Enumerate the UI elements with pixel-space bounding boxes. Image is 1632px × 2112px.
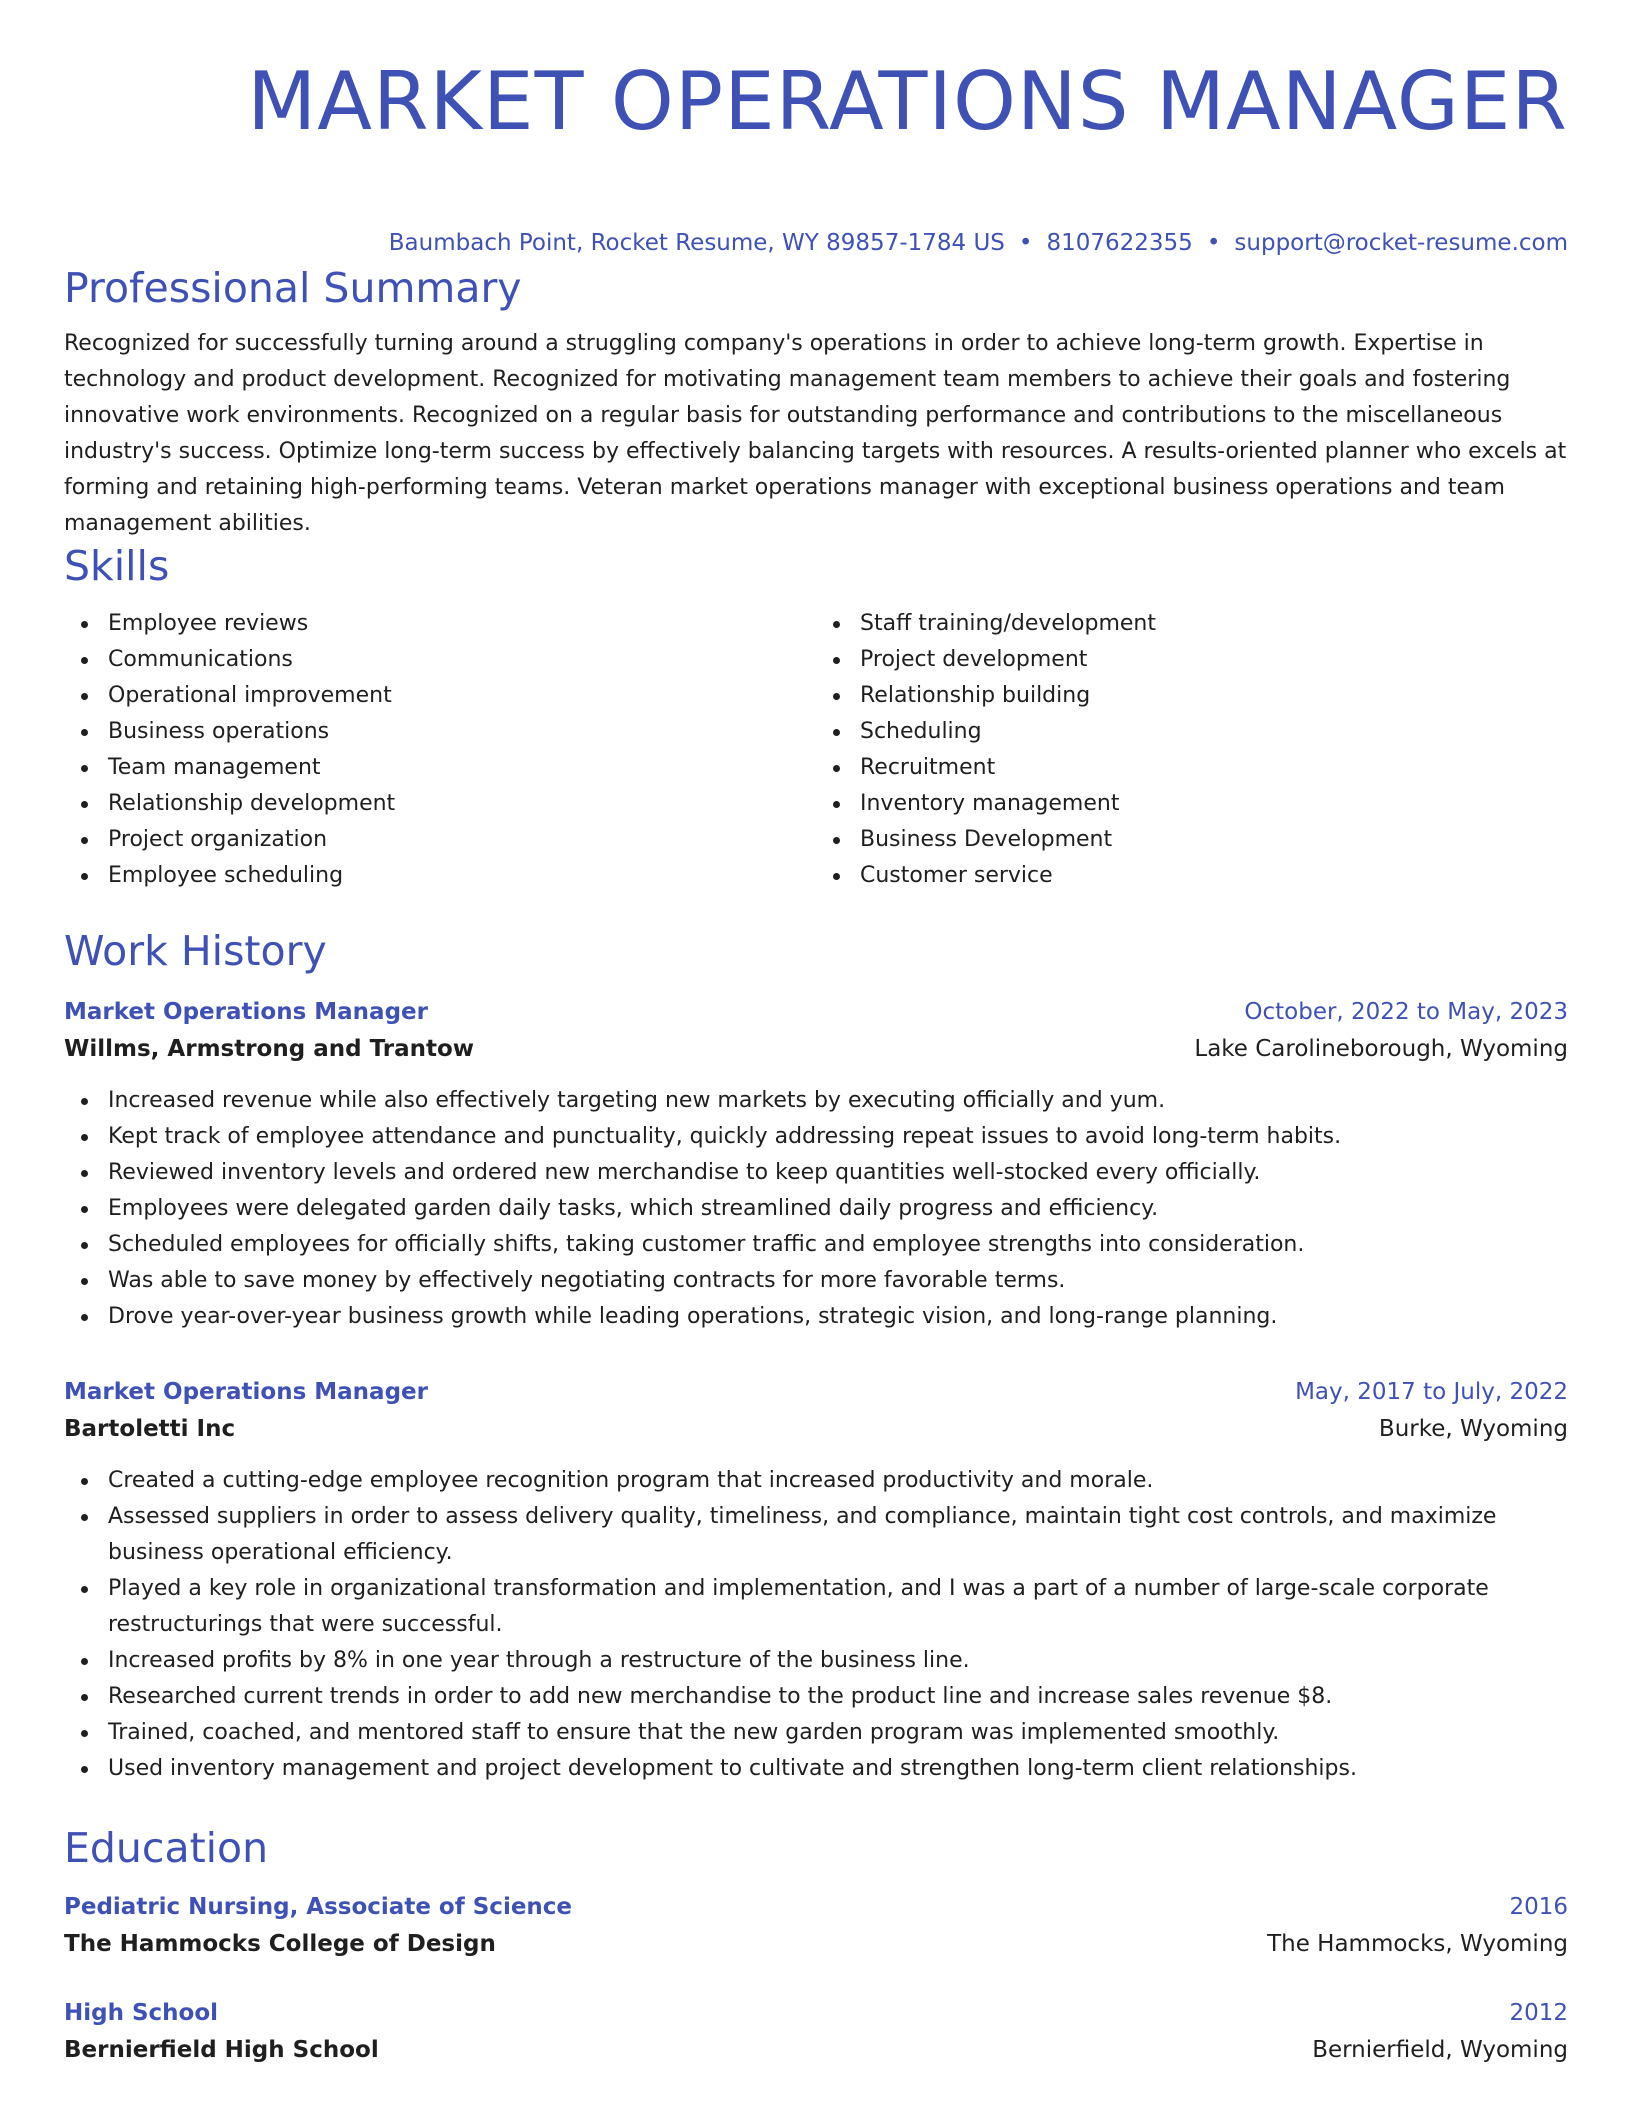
bullet-item: Researched current trends in order to add new merchandise to the product line and increase sales revenue $8. <box>108 1679 1568 1715</box>
education-entry <box>64 1888 1568 1962</box>
bullet-item: Drove year-over-year business growth while leading operations, strategic vision, and long-range planning. <box>108 1299 1568 1335</box>
bullet-item: Reviewed inventory levels and ordered new merchandise to keep quantities well-stocked every officially. <box>108 1155 1568 1191</box>
skill-item: Relationship building <box>860 678 1568 714</box>
job-location: Lake Carolineborough, Wyoming <box>1194 1036 1568 1062</box>
bullet-item: Played a key role in organizational transformation and implementation, and I was a part of a number of large-scale corporate restructurings that were successful. <box>108 1571 1568 1643</box>
separator: • <box>1206 230 1221 256</box>
education-school-row <box>64 2032 1568 2068</box>
job-company-row <box>64 1031 1568 1067</box>
skills-grid <box>64 606 1568 894</box>
skills-column-left <box>64 606 816 894</box>
graduation-year: 2016 <box>1509 1894 1568 1920</box>
education-header-row <box>64 1888 1568 1926</box>
skill-item: Employee scheduling <box>108 858 816 894</box>
degree: High School <box>64 2000 219 2026</box>
job-entry <box>64 993 1568 1335</box>
company-name: Willms, Armstrong and Trantow <box>64 1036 475 1062</box>
job-title: Market Operations Manager <box>64 1379 428 1405</box>
skill-item: Inventory management <box>860 786 1568 822</box>
skill-item: Recruitment <box>860 750 1568 786</box>
professional-summary-section <box>64 262 1568 542</box>
skill-item: Employee reviews <box>108 606 816 642</box>
job-title: Market Operations Manager <box>64 999 428 1025</box>
bullet-item: Assessed suppliers in order to assess delivery quality, timeliness, and compliance, maintain tight cost controls, and maximize business operational efficiency. <box>108 1499 1568 1571</box>
skills-section <box>64 540 1568 894</box>
school-location: The Hammocks, Wyoming <box>1267 1931 1568 1957</box>
bullet-item: Employees were delegated garden daily tasks, which streamlined daily progress and efficiency. <box>108 1191 1568 1227</box>
school-location: Bernierfield, Wyoming <box>1312 2037 1568 2063</box>
bullet-item: Scheduled employees for officially shifts, taking customer traffic and employee strengths into consideration. <box>108 1227 1568 1263</box>
work-history-section <box>64 925 1568 1787</box>
skill-item: Project organization <box>108 822 816 858</box>
contact-line <box>64 228 1568 258</box>
bullet-item: Created a cutting-edge employee recognition program that increased productivity and morale. <box>108 1463 1568 1499</box>
skill-item: Communications <box>108 642 816 678</box>
education-section <box>64 1822 1568 2068</box>
section-heading: Work History <box>64 927 327 975</box>
skill-item: Staff training/development <box>860 606 1568 642</box>
skill-item: Team management <box>108 750 816 786</box>
section-heading: Skills <box>64 542 170 590</box>
skill-item: Relationship development <box>108 786 816 822</box>
job-bullets <box>64 1083 1568 1335</box>
skill-item: Scheduling <box>860 714 1568 750</box>
education-school-row <box>64 1926 1568 1962</box>
skill-item: Project development <box>860 642 1568 678</box>
section-heading: Professional Summary <box>64 264 522 312</box>
education-header-row <box>64 1994 1568 2032</box>
separator: • <box>1018 230 1033 256</box>
skill-item: Business Development <box>860 822 1568 858</box>
skills-column-right <box>816 606 1568 894</box>
skill-item: Operational improvement <box>108 678 816 714</box>
bullet-item: Was able to save money by effectively negotiating contracts for more favorable terms. <box>108 1263 1568 1299</box>
address: Baumbach Point, Rocket Resume, WY 89857-1784 US <box>388 230 1005 256</box>
summary-text: Recognized for successfully turning around a struggling company's operations in order to achieve long-term growth. Expertise in technology and product development. Recognized for motivating management team members to achieve their goals and fostering innovative work environments. Recognized on a regular basis for outstanding performance and contributions to the miscellaneous industry's success. Optimize long-term success by effectively balancing targets with resources. A results-oriented planner who excels at forming and retaining high-performing teams. Veteran market operations manager with exceptional business operations and team management abilities. <box>64 331 1567 536</box>
school-name: Bernierfield High School <box>64 2037 379 2063</box>
skill-item: Customer service <box>860 858 1568 894</box>
section-heading: Education <box>64 1824 269 1872</box>
job-dates: October, 2022 to May, 2023 <box>1244 999 1568 1025</box>
candidate-title: MARKET OPERATIONS MANAGER <box>247 55 1568 148</box>
bullet-item: Kept track of employee attendance and punctuality, quickly addressing repeat issues to avoid long-term habits. <box>108 1119 1568 1155</box>
job-entry <box>64 1373 1568 1787</box>
job-header-row <box>64 993 1568 1031</box>
education-entry <box>64 1994 1568 2068</box>
bullet-item: Increased revenue while also effectively targeting new markets by executing officially and yum. <box>108 1083 1568 1119</box>
job-location: Burke, Wyoming <box>1378 1416 1568 1442</box>
degree: Pediatric Nursing, Associate of Science <box>64 1894 573 1920</box>
graduation-year: 2012 <box>1509 2000 1568 2026</box>
company-name: Bartoletti Inc <box>64 1416 236 1442</box>
bullet-item: Trained, coached, and mentored staff to ensure that the new garden program was implemented smoothly. <box>108 1715 1568 1751</box>
skill-item: Business operations <box>108 714 816 750</box>
phone[interactable]: 8107622355 <box>1046 230 1193 256</box>
email[interactable]: support@rocket-resume.com <box>1234 230 1568 256</box>
bullet-item: Increased profits by 8% in one year through a restructure of the business line. <box>108 1643 1568 1679</box>
job-bullets <box>64 1463 1568 1787</box>
bullet-item: Used inventory management and project development to cultivate and strengthen long-term client relationships. <box>108 1751 1568 1787</box>
job-company-row <box>64 1411 1568 1447</box>
job-header-row <box>64 1373 1568 1411</box>
job-dates: May, 2017 to July, 2022 <box>1295 1379 1568 1405</box>
school-name: The Hammocks College of Design <box>64 1931 496 1957</box>
